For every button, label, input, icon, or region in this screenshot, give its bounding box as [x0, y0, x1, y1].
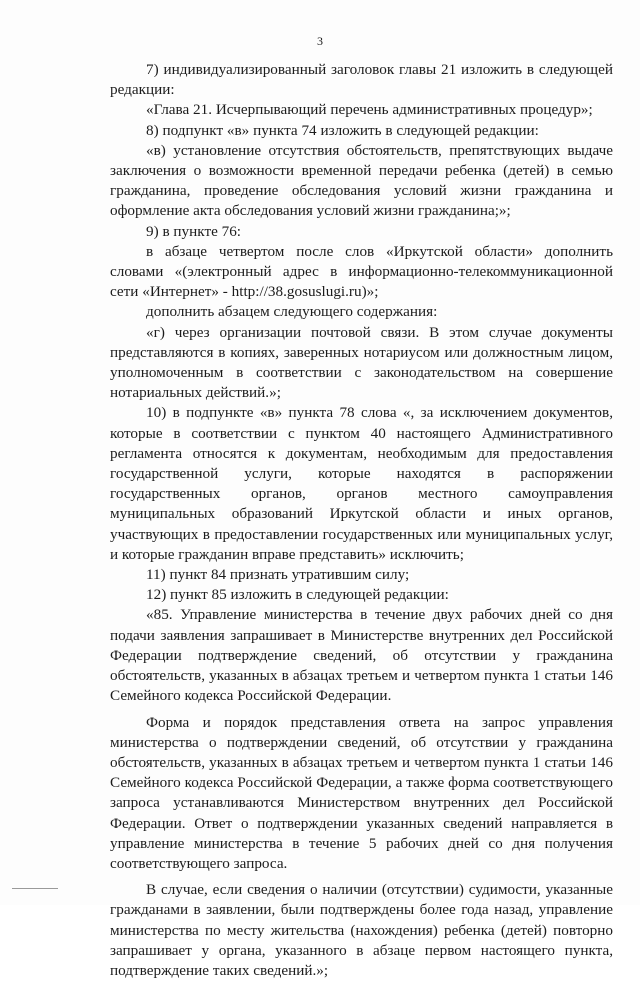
- paragraph-item-9: 9) в пункте 76:: [146, 222, 242, 240]
- paragraph-item-8: 8) подпункт «в» пункта 74 изложить в следующей редакции:: [146, 121, 539, 139]
- paragraph-item-85: «85. Управление министерства в течение двух рабочих дней со дня подачи заявления запрашивает в Министерстве внутренних дел Российской Федерации подтверждение сведений, об отсутствии у гражданина обстоятельств, указанных в абзацах третьем и четвертом пункта 1 статьи 146 Семейного кодекса Российской Федерации.: [110, 606, 613, 705]
- paragraph-chapter-21-title: «Глава 21. Исчерпывающий перечень административных процедур»;: [146, 101, 593, 119]
- paragraph-subitem-v: «в) установление отсутствия обстоятельств, препятствующих выдаче заключения о возможности временной передачи ребенка (детей) в семью гражданина, проведение обследования условий жизни гражданина и оформление акта обследования условий жизни гражданина;»;: [110, 141, 613, 220]
- paragraph-subitem-g: «г) через организации почтовой связи. В этом случае документы представляются в копиях, заверенных нотариусом или должностным лицом, уполномоченным в соответствии с законодательством на совершение нотариальных действий.»;: [110, 323, 613, 402]
- paragraph-form-and-procedure: Форма и порядок представления ответа на запрос управления министерства о подтверждении сведений, об отсутствии у гражданина обстоятельств, указанных в абзацах третьем и четвертом пункта 1 статьи 146 Семейного кодекса Российской Федерации, а также форма соответствующего запроса устанавливаются Министерством внутренних дел Российской Федерации. Ответ о подтверждении указанных сведений направляется в управление министерства в течение 5 рабочих дней со дня получения соответствующего запроса.: [110, 713, 613, 872]
- paragraph-item-7: 7) индивидуализированный заголовок главы 21 изложить в следующей редакции:: [110, 61, 613, 99]
- page-number: 3: [317, 34, 323, 48]
- paragraph-item-12: 12) пункт 85 изложить в следующей редакции:: [146, 586, 449, 604]
- paragraph-item-11: 11) пункт 84 признать утратившим силу;: [146, 566, 410, 584]
- paragraph-item-10: 10) в подпункте «в» пункта 78 слова «, за исключением документов, которые в соответствии с пунктом 40 настоящего Административного регламента относятся к документам, необходимым для предоставления государственной услуги, которые находятся в распоряжении государственных органов, органов местного самоуправления муниципальных образований Иркутской области и иных органов, участвующих в предоставлении государственных или муниципальных услуг, и которые гражданин вправе представить» исключить;: [110, 404, 613, 563]
- paragraph-abzats-4-addition: в абзаце четвертом после слов «Иркутской области» дополнить словами «(электронный адрес в информационно-телекоммуникационной сети «Интернет» - http://38.gosuslugi.ru)»;: [110, 242, 613, 301]
- footer-rule: [12, 888, 58, 889]
- paragraph-add-abzats: дополнить абзацем следующего содержания:: [146, 303, 438, 321]
- document-body: [110, 60, 613, 981]
- paragraph-criminal-record-case: В случае, если сведения о наличии (отсутствии) судимости, указанные гражданами в заявлении, были подтверждены более года назад, управление министерства по месту жительства (нахождения) ребенка (детей) повторно запрашивает у органа, указанного в абзаце первом настоящего пункта, подтверждение таких сведений.»;: [110, 881, 613, 979]
